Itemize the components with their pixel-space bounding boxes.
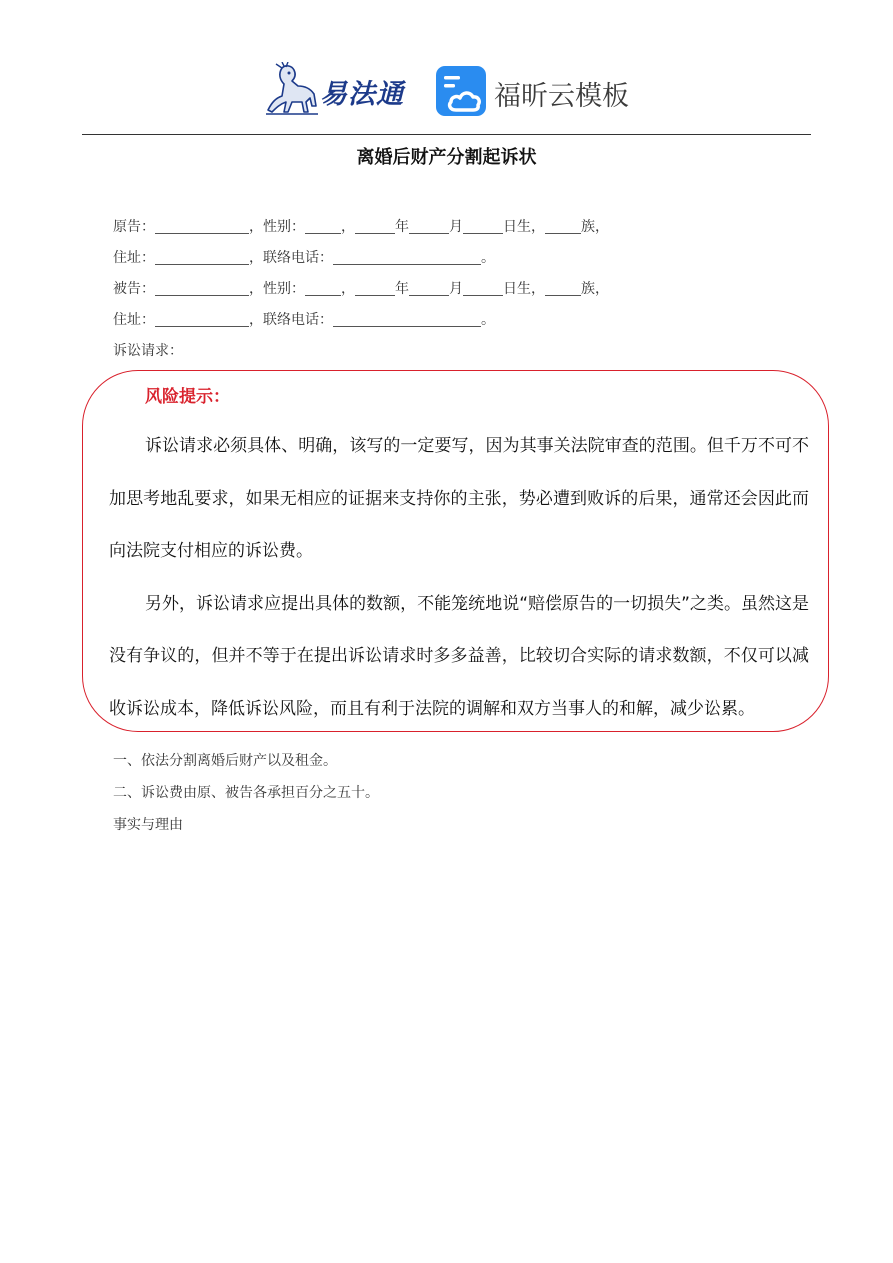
plaintiff-row: 原告： ，性别： ， 年 月 日生， 族， <box>113 219 609 235</box>
year-label: 年 <box>395 219 409 235</box>
defendant-phone-label: ，联络电话： <box>249 312 333 328</box>
plaintiff-gender-label: ，性别： <box>249 219 305 235</box>
ethnicity-label: 族， <box>581 281 609 297</box>
risk-paragraph-1: 诉讼请求必须具体、明确，该写的一定要写，因为其事关法院审查的范围。但千万不可不加思考地乱要求，如果无相应的证据来支持你的主张，势必遭到败诉的后果，通常还会因此而向法院支付相应的诉讼费。 <box>109 436 809 561</box>
defendant-label: 被告： <box>113 281 155 297</box>
plaintiff-address-label: 住址： <box>113 250 155 266</box>
plaintiff-day-blank[interactable] <box>463 217 503 234</box>
risk-paragraph-2: 另外，诉讼请求应提出具体的数额，不能笼统地说“赔偿原告的一切损失”之类。虽然这是没有争议的，但并不等于在提出诉讼请求时多多益善，比较切合实际的请求数额，不仅可以减收诉讼成本，降低诉讼风险，而且有利于法院的调解和双方当事人的和解，减少讼累。 <box>109 593 809 719</box>
defendant-ethnicity-blank[interactable] <box>545 279 581 296</box>
plaintiff-gender-blank[interactable] <box>305 217 341 234</box>
plaintiff-label: 原告： <box>113 219 155 235</box>
period: 。 <box>481 250 495 266</box>
defendant-day-blank[interactable] <box>463 279 503 296</box>
party-info <box>113 212 609 367</box>
risk-notice-title: 风险提示： <box>145 387 230 407</box>
header-logos <box>0 0 893 134</box>
plaintiff-month-blank[interactable] <box>409 217 449 234</box>
month-label: 月 <box>449 219 463 235</box>
claim-item-1: 一、依法分割离婚后财产以及租金。 <box>113 753 337 769</box>
defendant-address-row <box>113 305 609 336</box>
claims-heading: 诉讼请求： <box>113 343 183 359</box>
defendant-address-blank[interactable] <box>155 310 249 327</box>
fuxin-brand-text: 福昕云模板 <box>494 81 629 112</box>
defendant-month-blank[interactable] <box>409 279 449 296</box>
plaintiff-name-blank[interactable] <box>155 217 249 234</box>
claim-item-2: 二、诉讼费由原、被告各承担百分之五十。 <box>113 785 379 801</box>
year-label: 年 <box>395 281 409 297</box>
header-divider <box>82 134 811 135</box>
plaintiff-phone-label: ，联络电话： <box>249 250 333 266</box>
facts-heading: 事实与理由 <box>113 817 183 833</box>
claims-list <box>113 745 379 841</box>
defendant-gender-blank[interactable] <box>305 279 341 296</box>
month-label: 月 <box>449 281 463 297</box>
document-title: 离婚后财产分割起诉状 <box>356 147 537 168</box>
plaintiff-ethnicity-blank[interactable] <box>545 217 581 234</box>
plaintiff-year-blank[interactable] <box>355 217 395 234</box>
defendant-row: 被告： ，性别： ， 年 月 日生， 族， <box>113 281 609 297</box>
birth-label: 日生， <box>503 281 545 297</box>
period: 。 <box>481 312 495 328</box>
yifatong-brand-text: 易法通 <box>320 79 404 110</box>
defendant-gender-label: ，性别： <box>249 281 305 297</box>
plaintiff-address-row <box>113 243 609 274</box>
risk-notice-body <box>109 420 809 735</box>
ethnicity-label: 族， <box>581 219 609 235</box>
birth-label: 日生， <box>503 219 545 235</box>
horse-icon <box>262 62 322 118</box>
defendant-phone-blank[interactable] <box>333 310 481 327</box>
plaintiff-phone-blank[interactable] <box>333 248 481 265</box>
defendant-year-blank[interactable] <box>355 279 395 296</box>
cloud-document-icon <box>436 66 486 116</box>
yifatong-logo <box>262 62 412 118</box>
defendant-name-blank[interactable] <box>155 279 249 296</box>
defendant-address-label: 住址： <box>113 312 155 328</box>
plaintiff-address-blank[interactable] <box>155 248 249 265</box>
